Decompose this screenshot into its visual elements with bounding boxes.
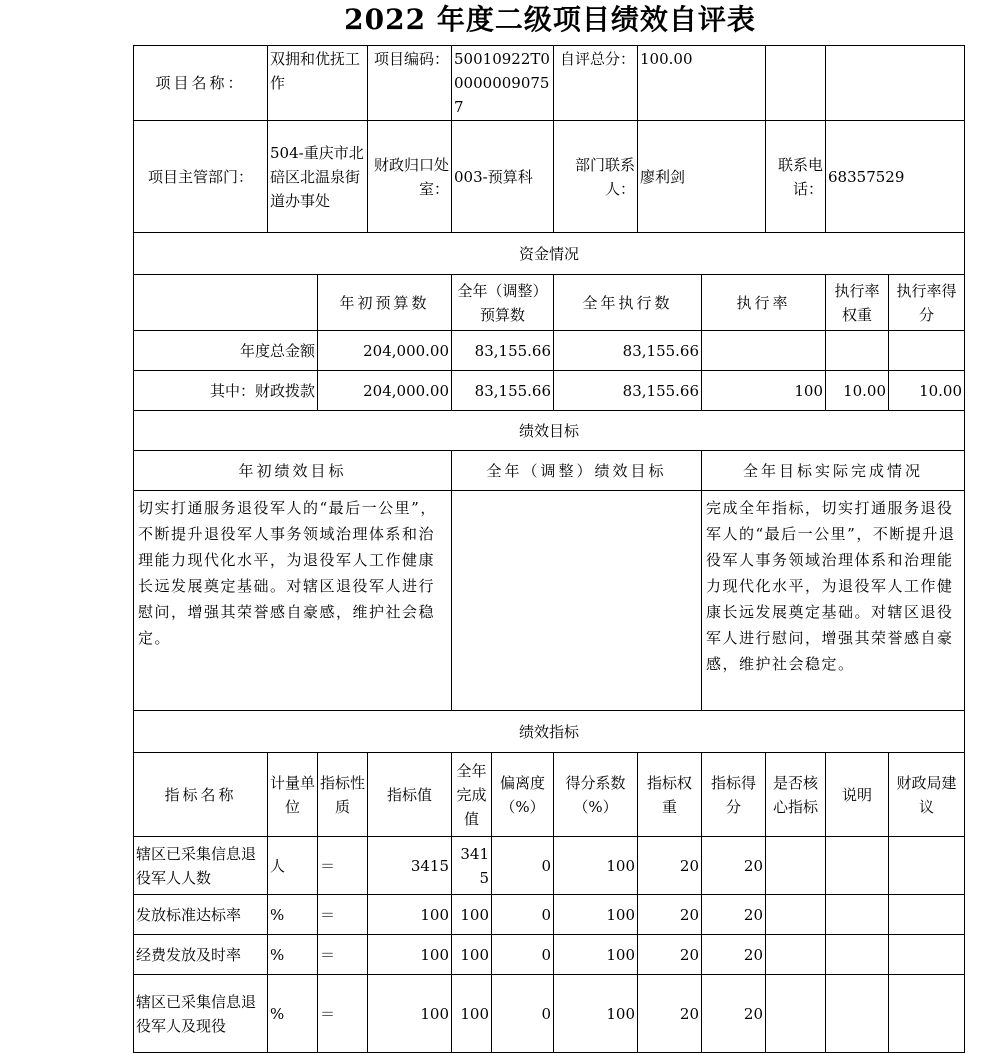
ind-name: 辖区已采集信息退役军人人数: [134, 837, 268, 895]
funds-row-label: 年度总金额: [134, 331, 318, 371]
ind-core: [766, 935, 826, 975]
goals-header-adjusted: 全年（调整）绩效目标: [452, 451, 702, 491]
ind-unit: %: [268, 975, 318, 1053]
ind-note: [826, 895, 889, 935]
dept-value: 504-重庆市北碚区北温泉街道办事处: [268, 121, 368, 233]
ind-core: [766, 837, 826, 895]
ind-nature: ＝: [318, 837, 368, 895]
goals-section-title: 绩效目标: [134, 411, 965, 451]
ind-weight: 20: [638, 837, 702, 895]
ind-header-actual: 全年完成值: [452, 753, 492, 837]
funds-weight: 10.00: [826, 371, 889, 411]
funds-budget: 204,000.00: [318, 331, 452, 371]
finance-office-label: 财政归口处室：: [368, 121, 452, 233]
ind-header-coef: 得分系数（%）: [554, 753, 638, 837]
funds-budget: 204,000.00: [318, 371, 452, 411]
ind-advice: [889, 895, 965, 935]
funds-header-executed: 全年执行数: [554, 275, 702, 331]
goals-initial-text: 切实打通服务退役军人的“最后一公里”，不断提升退役军人事务领域治理体系和治理能力现代化水平，为退役军人工作健康长远发展奠定基础。对辖区退役军人进行慰问，增强其荣誉感自豪感，维护社会稳定。: [134, 491, 452, 711]
finance-office-value: 003-预算科: [452, 121, 554, 233]
funds-section-title: 资金情况: [134, 233, 965, 275]
goals-header-actual: 全年目标实际完成情况: [702, 451, 965, 491]
goals-adjusted-text: [452, 491, 702, 711]
funds-executed: 83,155.66: [554, 331, 702, 371]
ind-weight: 20: [638, 975, 702, 1053]
ind-coef: 100: [554, 975, 638, 1053]
empty-cell: [766, 46, 826, 121]
table-row: [134, 331, 965, 371]
ind-name: 经费发放及时率: [134, 935, 268, 975]
ind-header-deviation: 偏离度（%）: [492, 753, 554, 837]
ind-unit: %: [268, 935, 318, 975]
ind-header-score: 指标得分: [702, 753, 766, 837]
ind-score: 20: [702, 895, 766, 935]
funds-score: [889, 331, 965, 371]
ind-advice: [889, 837, 965, 895]
ind-score: 20: [702, 837, 766, 895]
funds-adjusted: 83,155.66: [452, 331, 554, 371]
contact-label: 部门联系人：: [554, 121, 638, 233]
empty-cell: [134, 275, 318, 331]
funds-header-initial: 年初预算数: [318, 275, 452, 331]
ind-header-weight: 指标权重: [638, 753, 702, 837]
ind-actual: 100: [452, 975, 492, 1053]
ind-header-nature: 指标性质: [318, 753, 368, 837]
ind-score: 20: [702, 935, 766, 975]
ind-target: 100: [368, 935, 452, 975]
ind-name: 发放标准达标率: [134, 895, 268, 935]
ind-core: [766, 975, 826, 1053]
funds-rate: 100: [702, 371, 826, 411]
funds-header-weight: 执行率权重: [826, 275, 889, 331]
ind-weight: 20: [638, 935, 702, 975]
ind-deviation: 0: [492, 975, 554, 1053]
self-score-label: 自评总分：: [554, 46, 638, 121]
ind-header-target: 指标值: [368, 753, 452, 837]
funds-header-score: 执行率得分: [889, 275, 965, 331]
ind-target: 100: [368, 895, 452, 935]
ind-nature: ＝: [318, 935, 368, 975]
ind-note: [826, 935, 889, 975]
ind-coef: 100: [554, 895, 638, 935]
evaluation-table: [133, 45, 965, 1053]
phone-value: 68357529: [826, 121, 965, 233]
goals-actual-text: 完成全年指标，切实打通服务退役军人的“最后一公里”，不断提升退役军人事务领域治理体系和治理能力现代化水平，为退役军人工作健康长远发展奠定基础。对辖区退役军人进行慰问，增强其荣誉感自豪感，维护社会稳定。: [702, 491, 965, 711]
ind-deviation: 0: [492, 895, 554, 935]
phone-label: 联系电话：: [766, 121, 826, 233]
indicators-section-title: 绩效指标: [134, 711, 965, 753]
project-name-value: 双拥和优抚工作: [268, 46, 368, 121]
ind-core: [766, 895, 826, 935]
ind-note: [826, 837, 889, 895]
funds-row-label: 其中：财政拨款: [134, 371, 318, 411]
table-row: [134, 371, 965, 411]
ind-target: 100: [368, 975, 452, 1053]
ind-header-name: 指标名称: [134, 753, 268, 837]
project-name-label: 项目名称：: [134, 46, 268, 121]
ind-actual: 3415: [452, 837, 492, 895]
ind-weight: 20: [638, 895, 702, 935]
ind-advice: [889, 935, 965, 975]
funds-rate: [702, 331, 826, 371]
empty-cell: [826, 46, 965, 121]
table-row: [134, 975, 965, 1053]
ind-header-advice: 财政局建议: [889, 753, 965, 837]
table-row: [134, 935, 965, 975]
ind-header-core: 是否核心指标: [766, 753, 826, 837]
ind-nature: ＝: [318, 895, 368, 935]
ind-unit: %: [268, 895, 318, 935]
project-code-value: 50010922T000000090757: [452, 46, 554, 121]
ind-deviation: 0: [492, 935, 554, 975]
ind-note: [826, 975, 889, 1053]
ind-advice: [889, 975, 965, 1053]
ind-header-unit: 计量单位: [268, 753, 318, 837]
table-row: [134, 837, 965, 895]
ind-target: 3415: [368, 837, 452, 895]
funds-header-adjusted: 全年（调整）预算数: [452, 275, 554, 331]
contact-value: 廖利剑: [638, 121, 766, 233]
ind-score: 20: [702, 975, 766, 1053]
ind-coef: 100: [554, 935, 638, 975]
table-row: [134, 895, 965, 935]
funds-score: 10.00: [889, 371, 965, 411]
ind-actual: 100: [452, 935, 492, 975]
ind-coef: 100: [554, 837, 638, 895]
project-code-label: 项目编码：: [368, 46, 452, 121]
funds-weight: [826, 331, 889, 371]
ind-nature: ＝: [318, 975, 368, 1053]
ind-unit: 人: [268, 837, 318, 895]
ind-header-note: 说明: [826, 753, 889, 837]
page-title: 2022 年度二级项目绩效自评表: [344, 3, 756, 36]
self-score-value: 100.00: [638, 46, 766, 121]
funds-header-rate: 执行率: [702, 275, 826, 331]
funds-executed: 83,155.66: [554, 371, 702, 411]
dept-label: 项目主管部门：: [134, 121, 268, 233]
ind-deviation: 0: [492, 837, 554, 895]
funds-adjusted: 83,155.66: [452, 371, 554, 411]
ind-actual: 100: [452, 895, 492, 935]
ind-name: 辖区已采集信息退役军人及现役: [134, 975, 268, 1053]
goals-header-initial: 年初绩效目标: [134, 451, 452, 491]
